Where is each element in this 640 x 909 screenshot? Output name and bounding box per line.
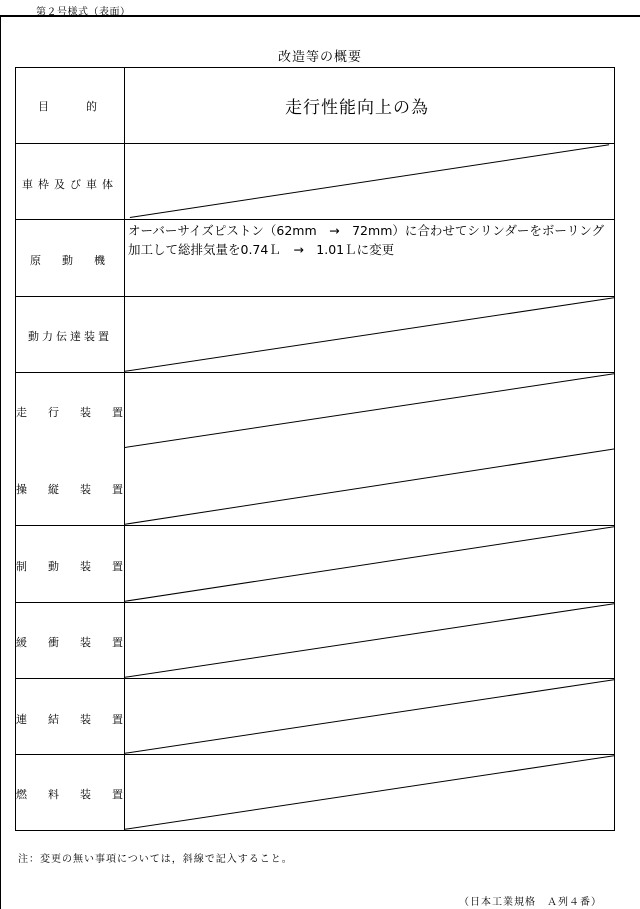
content-cell-suspension — [125, 603, 615, 679]
row-running-steering — [16, 373, 615, 526]
content-cell-engine — [125, 220, 615, 297]
engine-modification-text: オーバーサイズピストン（62mm → 72mm）に合わせてシリンダーをボーリング加工して総排気量を0.74Ｌ → 1.01Ｌに変更 — [128, 223, 605, 257]
document-title: 改造等の概要 — [277, 50, 362, 65]
not-applicable-slash — [125, 144, 614, 219]
content-cell-brake — [125, 526, 615, 603]
row-purpose — [16, 68, 615, 144]
label-suspension: 緩 衝 装 置 — [16, 636, 128, 649]
not-applicable-slash — [125, 297, 614, 372]
label-purpose: 目 的 — [38, 100, 102, 113]
label-cell-coupling — [16, 679, 128, 755]
label-cell-suspension — [16, 603, 128, 679]
label-cell-fuel — [16, 755, 128, 831]
not-applicable-slash — [125, 603, 614, 678]
content-cell-power-transmission — [125, 297, 615, 373]
label-engine: 原 動 機 — [30, 254, 110, 267]
content-cell-fuel — [125, 755, 615, 831]
label-fuel: 燃 料 装 置 — [16, 788, 128, 801]
not-applicable-slash — [125, 526, 614, 602]
label-cell-frame-body — [16, 144, 125, 220]
content-cell-purpose — [125, 68, 615, 144]
label-running-gear: 走 行 装 置 — [16, 406, 128, 419]
content-cell-running-steering — [125, 373, 615, 526]
form-number: 第２号様式（表面） — [36, 7, 131, 18]
label-frame-body: 車枠及び車体 — [22, 178, 118, 191]
row-coupling — [16, 679, 615, 755]
not-applicable-slash — [125, 679, 614, 754]
label-cell-purpose — [16, 68, 125, 144]
paper-size-note: （日本工業規格 Ａ列４番） — [459, 897, 602, 908]
label-coupling: 連 結 装 置 — [16, 713, 128, 726]
label-power-transmission: 動力伝達装置 — [28, 330, 112, 343]
row-engine — [16, 220, 615, 297]
left-rule — [0, 16, 1, 909]
not-applicable-slashes — [125, 373, 614, 525]
modification-outline-table — [15, 67, 615, 831]
row-brake — [16, 526, 615, 603]
footer-note: 注：変更の無い事項については，斜線で記入すること。 — [18, 854, 293, 865]
label-cell-running-steering — [16, 373, 128, 526]
label-cell-power-transmission — [16, 297, 125, 373]
row-frame-body — [16, 144, 615, 220]
label-steering-gear: 操 縦 装 置 — [16, 483, 128, 496]
top-rule — [0, 15, 640, 17]
content-cell-frame-body — [125, 144, 615, 220]
row-fuel — [16, 755, 615, 831]
content-cell-coupling — [125, 679, 615, 755]
not-applicable-slash — [125, 755, 614, 830]
label-brake: 制 動 装 置 — [16, 560, 128, 573]
row-suspension — [16, 603, 615, 679]
purpose-text: 走行性能向上の為 — [285, 98, 429, 118]
label-cell-engine — [16, 220, 125, 297]
label-cell-brake — [16, 526, 128, 603]
row-power-transmission — [16, 297, 615, 373]
